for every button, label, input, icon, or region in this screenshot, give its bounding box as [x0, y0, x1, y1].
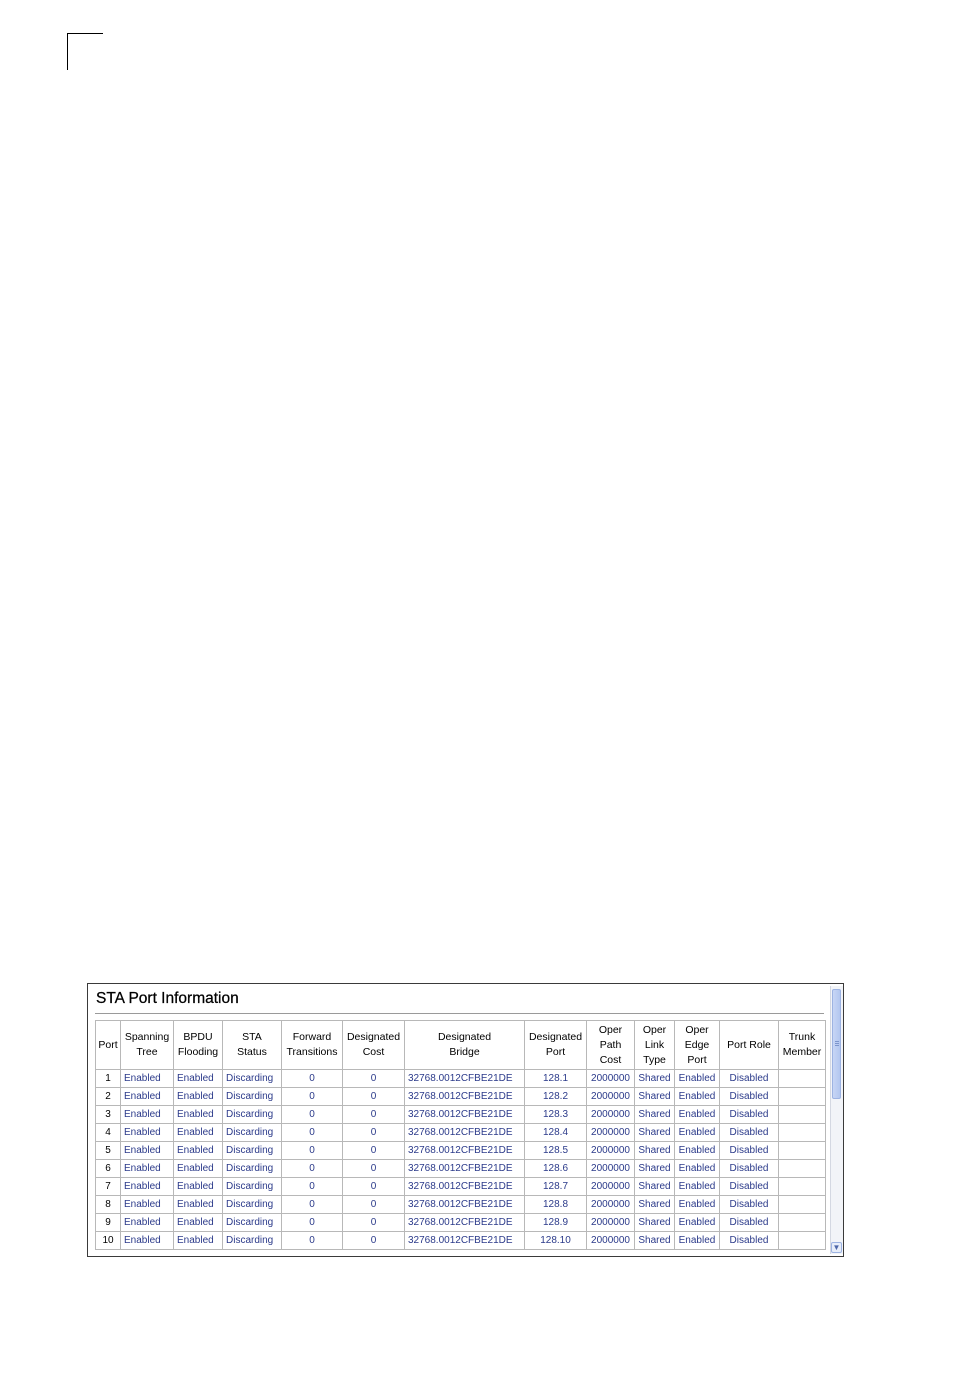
table-cell: Shared [635, 1196, 675, 1214]
table-cell: 0 [343, 1178, 405, 1196]
table-cell: Discarding [223, 1214, 282, 1232]
table-cell: Discarding [223, 1142, 282, 1160]
sta-port-information-window [87, 983, 844, 1257]
table-cell: 32768.0012CFBE21DE [405, 1196, 525, 1214]
table-cell: 2000000 [587, 1160, 635, 1178]
table-row [96, 1232, 826, 1250]
table-cell: Enabled [675, 1070, 720, 1088]
port-number-cell: 2 [96, 1088, 121, 1106]
column-header: Port Role [720, 1021, 779, 1070]
column-header: Spanning Tree [121, 1021, 174, 1070]
table-cell: Enabled [121, 1178, 174, 1196]
table-cell: Enabled [675, 1178, 720, 1196]
port-number-cell: 10 [96, 1232, 121, 1250]
column-header: STA Status [223, 1021, 282, 1070]
table-row [96, 1070, 826, 1088]
table-cell: Enabled [174, 1160, 223, 1178]
table-cell: Shared [635, 1088, 675, 1106]
port-number-cell: 8 [96, 1196, 121, 1214]
table-cell: Enabled [174, 1196, 223, 1214]
table-cell: Disabled [720, 1106, 779, 1124]
table-cell: 0 [282, 1232, 343, 1250]
table-cell: Enabled [174, 1142, 223, 1160]
table-cell: 0 [282, 1106, 343, 1124]
sta-port-table [95, 1020, 826, 1250]
table-cell: 0 [343, 1124, 405, 1142]
table-cell: 0 [343, 1196, 405, 1214]
scrollbar-grip-icon [835, 1041, 839, 1042]
sta-port-information-content [95, 987, 827, 1250]
table-cell: Enabled [675, 1142, 720, 1160]
table-cell: Discarding [223, 1124, 282, 1142]
table-cell: Disabled [720, 1214, 779, 1232]
table-cell: 128.4 [525, 1124, 587, 1142]
column-header: Designated Bridge [405, 1021, 525, 1070]
port-number-cell: 7 [96, 1178, 121, 1196]
table-cell: Enabled [174, 1106, 223, 1124]
table-cell: Enabled [675, 1088, 720, 1106]
table-cell: Enabled [121, 1196, 174, 1214]
table-cell: Enabled [121, 1088, 174, 1106]
table-cell: Enabled [675, 1124, 720, 1142]
table-cell: 128.2 [525, 1088, 587, 1106]
scrollbar-thumb[interactable] [832, 989, 841, 1099]
port-number-cell: 6 [96, 1160, 121, 1178]
table-cell: Discarding [223, 1160, 282, 1178]
table-cell: 0 [343, 1088, 405, 1106]
column-header: Forward Transitions [282, 1021, 343, 1070]
page-corner-mark-vertical [67, 33, 68, 70]
table-header-row [96, 1021, 826, 1070]
table-cell: 2000000 [587, 1196, 635, 1214]
table-cell: 32768.0012CFBE21DE [405, 1214, 525, 1232]
table-row [96, 1160, 826, 1178]
table-cell: 0 [282, 1214, 343, 1232]
table-cell: 128.8 [525, 1196, 587, 1214]
table-cell: Disabled [720, 1142, 779, 1160]
table-cell: Enabled [675, 1106, 720, 1124]
table-cell: Shared [635, 1106, 675, 1124]
table-cell: Enabled [675, 1214, 720, 1232]
column-header: Designated Port [525, 1021, 587, 1070]
table-cell: 0 [282, 1088, 343, 1106]
table-cell: 0 [282, 1178, 343, 1196]
table-cell: Enabled [675, 1160, 720, 1178]
column-header: Oper Link Type [635, 1021, 675, 1070]
table-cell: 128.1 [525, 1070, 587, 1088]
table-cell: 32768.0012CFBE21DE [405, 1160, 525, 1178]
table-cell: Shared [635, 1232, 675, 1250]
table-cell: Enabled [121, 1214, 174, 1232]
table-cell [779, 1160, 826, 1178]
column-header: Oper Path Cost [587, 1021, 635, 1070]
table-cell: 0 [343, 1070, 405, 1088]
column-header: Oper Edge Port [675, 1021, 720, 1070]
port-number-cell: 5 [96, 1142, 121, 1160]
table-cell: 32768.0012CFBE21DE [405, 1178, 525, 1196]
table-cell: Enabled [174, 1070, 223, 1088]
table-cell: 128.3 [525, 1106, 587, 1124]
port-number-cell: 1 [96, 1070, 121, 1088]
table-cell: 0 [343, 1214, 405, 1232]
table-cell: 0 [343, 1160, 405, 1178]
table-cell: Discarding [223, 1196, 282, 1214]
table-cell: 128.7 [525, 1178, 587, 1196]
port-number-cell: 9 [96, 1214, 121, 1232]
table-row [96, 1214, 826, 1232]
table-cell: Shared [635, 1178, 675, 1196]
table-cell: 128.10 [525, 1232, 587, 1250]
column-header: BPDU Flooding [174, 1021, 223, 1070]
table-cell: Discarding [223, 1232, 282, 1250]
table-row [96, 1106, 826, 1124]
table-cell: 2000000 [587, 1070, 635, 1088]
table-cell: 0 [282, 1160, 343, 1178]
table-cell: 32768.0012CFBE21DE [405, 1232, 525, 1250]
table-cell [779, 1178, 826, 1196]
table-row [96, 1142, 826, 1160]
table-cell: 2000000 [587, 1178, 635, 1196]
table-cell: 2000000 [587, 1214, 635, 1232]
table-cell: Enabled [174, 1232, 223, 1250]
column-header: Trunk Member [779, 1021, 826, 1070]
sta-table-body [96, 1070, 826, 1250]
table-cell: 32768.0012CFBE21DE [405, 1106, 525, 1124]
table-cell [779, 1088, 826, 1106]
table-cell: Disabled [720, 1178, 779, 1196]
table-cell: 128.5 [525, 1142, 587, 1160]
port-number-cell: 4 [96, 1124, 121, 1142]
column-header: Designated Cost [343, 1021, 405, 1070]
table-cell: Disabled [720, 1232, 779, 1250]
page-corner-mark-horizontal [67, 33, 103, 34]
table-cell: Enabled [174, 1124, 223, 1142]
table-row [96, 1124, 826, 1142]
table-cell: 0 [343, 1106, 405, 1124]
table-cell: Disabled [720, 1124, 779, 1142]
table-cell: 32768.0012CFBE21DE [405, 1124, 525, 1142]
table-cell: Shared [635, 1142, 675, 1160]
table-cell: Enabled [675, 1196, 720, 1214]
table-cell [779, 1142, 826, 1160]
table-cell: 0 [282, 1124, 343, 1142]
table-cell [779, 1214, 826, 1232]
table-cell: Enabled [174, 1178, 223, 1196]
column-header: Port [96, 1021, 121, 1070]
table-cell: Enabled [121, 1232, 174, 1250]
table-cell: Disabled [720, 1160, 779, 1178]
table-cell: 0 [343, 1142, 405, 1160]
title-divider [95, 1013, 824, 1014]
table-cell: Disabled [720, 1070, 779, 1088]
table-cell: 0 [282, 1142, 343, 1160]
table-cell: Enabled [121, 1106, 174, 1124]
table-cell: 0 [343, 1232, 405, 1250]
table-row [96, 1088, 826, 1106]
port-number-cell: 3 [96, 1106, 121, 1124]
table-cell [779, 1196, 826, 1214]
table-cell: 2000000 [587, 1088, 635, 1106]
table-cell: Shared [635, 1160, 675, 1178]
table-cell: 2000000 [587, 1106, 635, 1124]
table-cell: Enabled [121, 1124, 174, 1142]
table-cell [779, 1232, 826, 1250]
table-cell: Shared [635, 1214, 675, 1232]
table-cell: Shared [635, 1124, 675, 1142]
table-cell: 0 [282, 1070, 343, 1088]
panel-title: STA Port Information [96, 990, 239, 1007]
table-cell: Enabled [675, 1232, 720, 1250]
table-cell: Discarding [223, 1088, 282, 1106]
table-cell: 2000000 [587, 1124, 635, 1142]
table-cell: 2000000 [587, 1232, 635, 1250]
table-cell [779, 1070, 826, 1088]
table-cell: 128.6 [525, 1160, 587, 1178]
table-cell: Discarding [223, 1178, 282, 1196]
table-cell: 2000000 [587, 1142, 635, 1160]
table-cell: Disabled [720, 1196, 779, 1214]
table-cell: 32768.0012CFBE21DE [405, 1088, 525, 1106]
table-cell: 32768.0012CFBE21DE [405, 1142, 525, 1160]
table-cell: Enabled [121, 1142, 174, 1160]
table-cell [779, 1124, 826, 1142]
table-cell: Shared [635, 1070, 675, 1088]
chevron-down-icon[interactable]: ▼ [832, 1243, 841, 1252]
table-cell: 0 [282, 1196, 343, 1214]
table-cell [779, 1106, 826, 1124]
table-cell: Enabled [174, 1088, 223, 1106]
table-cell: Discarding [223, 1070, 282, 1088]
vertical-scrollbar[interactable] [830, 986, 843, 1254]
table-cell: 32768.0012CFBE21DE [405, 1070, 525, 1088]
table-cell: Discarding [223, 1106, 282, 1124]
table-cell: Enabled [121, 1070, 174, 1088]
table-cell: 128.9 [525, 1214, 587, 1232]
table-cell: Disabled [720, 1088, 779, 1106]
table-row [96, 1196, 826, 1214]
table-row [96, 1178, 826, 1196]
table-cell: Enabled [121, 1160, 174, 1178]
table-cell: Enabled [174, 1214, 223, 1232]
